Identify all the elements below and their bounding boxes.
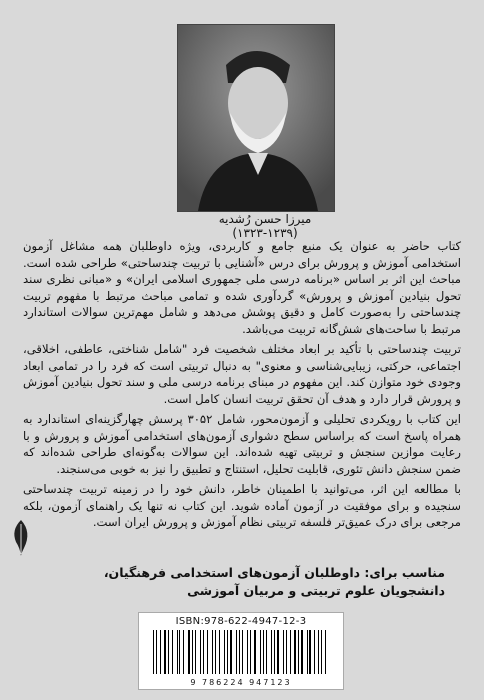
leaf-logo-icon — [10, 518, 32, 558]
audience-note: مناسب برای: داوطلبان آزمون‌های استخدامی فرهنگیان، دانشجویان علوم تربیتی و مربیان آموزشی — [103, 565, 445, 598]
barcode-bar — [212, 630, 213, 674]
barcode-box — [138, 612, 344, 690]
description-paragraph-4: با مطالعه این اثر، می‌توانید با اطمینان خاطر، دانش خود را در زمینه تربیت چندساحتی سنجیده و برای موفقیت در آزمون آماده شوید. این کتاب نه تنها یک راهنمای آزمون، بلکه مرجعی برای درک عمیق‌تر فلسفه تربیتی نظام آموزش و پرورش ایران است. — [23, 482, 461, 529]
barcode-bar — [153, 630, 154, 674]
barcode-bar — [266, 630, 267, 674]
barcode-bar — [254, 630, 256, 674]
barcode-bar — [309, 630, 310, 674]
barcode-bar — [314, 630, 315, 674]
barcode-bar — [156, 630, 157, 674]
barcode-bar — [177, 630, 178, 674]
barcode-bar — [160, 630, 161, 674]
portrait-image — [178, 25, 334, 211]
barcode-bar — [274, 630, 275, 674]
barcode-bar — [203, 630, 204, 674]
barcode-bar — [250, 630, 251, 674]
barcode-bar — [168, 630, 169, 674]
barcode-bar — [260, 630, 261, 674]
barcode-bar — [215, 630, 216, 674]
barcode-bar — [242, 630, 243, 674]
barcode-bar — [183, 630, 184, 674]
barcode-bar — [247, 630, 248, 674]
barcode-bar — [227, 630, 228, 674]
barcode-bar — [271, 630, 272, 674]
barcode-bar — [224, 630, 225, 674]
barcode-bar — [298, 630, 299, 674]
portrait-photo — [177, 24, 335, 212]
barcode-bar — [277, 630, 279, 674]
barcode-bar — [172, 630, 173, 674]
barcode-bar — [195, 630, 196, 674]
portrait-caption: میرزا حسن رُشدیه (۱۲۳۹-۱۳۲۳) — [218, 212, 312, 240]
description-paragraph-3: این کتاب با رویکردی تحلیلی و آزمون‌محور، شامل ۳۰۵۲ پرسش چهارگزینه‌ای استاندارد به همراه پاسخ است که براساس سطح دشواری آزمون‌های استخدامی آموزش و پرورش و با رعایت موازین سنجش و تربیتی تهیه شده‌اند. این سوالات به‌گونه‌ای طراحی شده‌اند که ضمن سنجش دانش تئوری، قابلیت تحلیل، استنتاج و تطبیق را نیز به خوبی می‌سنجند. — [23, 412, 461, 476]
barcode-bar — [286, 630, 287, 674]
description-paragraph-2: تربیت چندساحتی با تأکید بر ابعاد مختلف شخصیت فرد "شامل شناختی، عاطفی، اخلاقی، اجتماعی، حرکتی، زیبایی‌شناسی و معنوی" به دنبال تربیتی است که فرد را در تمامی ابعاد وجودی خود متوازن کند. این مفهوم در مبنای برنامه درسی ملی و سند تحول بنیادین آموزش و پرورش قرار دارد و هدف آن تحقق تربیت انسان کامل است. — [23, 342, 461, 406]
barcode-bar — [236, 630, 237, 674]
barcode-bar — [307, 630, 308, 674]
barcode-bar — [230, 630, 232, 674]
barcode-bar — [294, 630, 295, 674]
barcode-digits: 9 786224 947123 — [190, 678, 292, 687]
description-body — [23, 238, 461, 535]
barcode-bar — [325, 630, 326, 674]
barcode-bar — [200, 630, 201, 674]
barcode-bar — [239, 630, 240, 674]
barcode-bar — [318, 630, 319, 674]
barcode-bar — [301, 630, 303, 674]
barcode-bars — [153, 630, 329, 674]
barcode-bar — [283, 630, 284, 674]
description-paragraph-1: کتاب حاضر به عنوان یک منبع جامع و کاربردی، ویژه داوطلبان همه مشاغل آزمون استخدامی آموزش و پرورش برای درس «آشنایی با تربیت چندساحتی» طراحی شده است. مباحث این اثر بر اساس «برنامه درسی ملی جمهوری اسلامی ایران» و «مبانی نظری سند تحول بنیادین آموزش و پرورش» گردآوری شده و تمامی مباحث مرتبط با مفهوم تربیت چندساحتی را به‌صورت کامل و دقیق پوشش می‌دهد و شامل مهم‌ترین سوالات استاندارد مرتبط با ساحت‌های شش‌گانه تربیت می‌باشد. — [23, 239, 461, 336]
barcode-bar — [321, 630, 322, 674]
barcode-bar — [164, 630, 166, 674]
barcode-bar — [188, 630, 190, 674]
barcode-bar — [290, 630, 291, 674]
barcode-bar — [179, 630, 180, 674]
isbn-text: ISBN:978-622-4947-12-3 — [175, 616, 307, 627]
barcode-bar — [263, 630, 264, 674]
barcode-bar — [219, 630, 220, 674]
barcode-bar — [207, 630, 209, 674]
barcode-bar — [192, 630, 193, 674]
